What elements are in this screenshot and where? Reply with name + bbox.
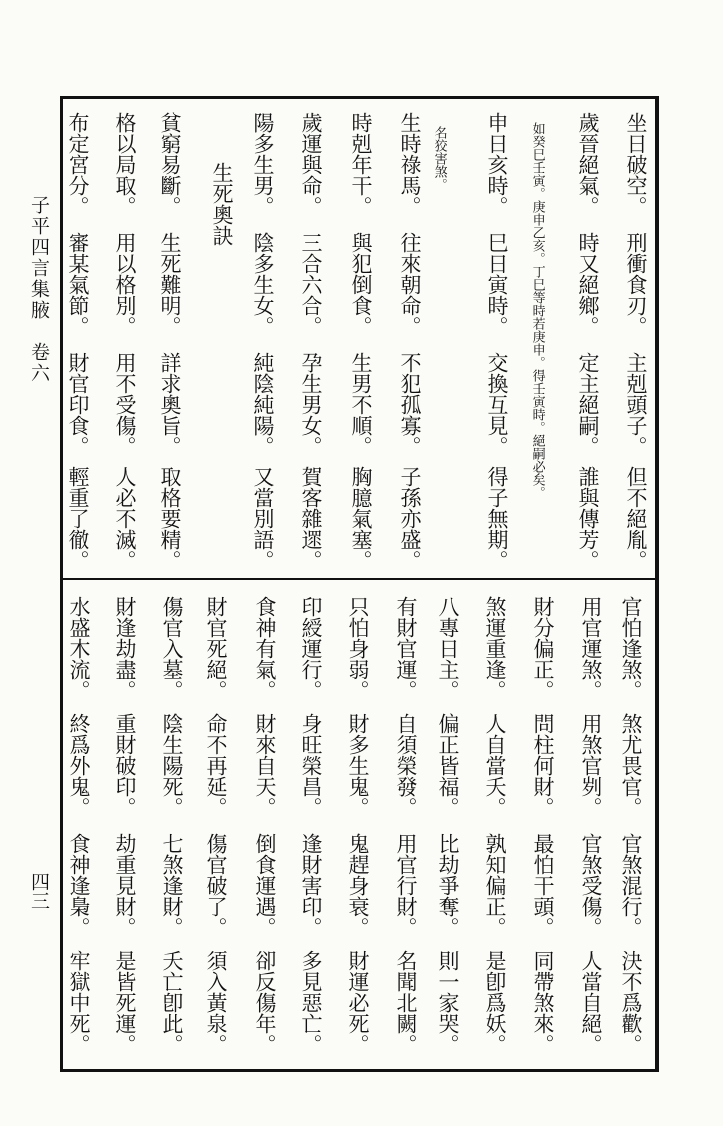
lower-clause: 是皆死運。 bbox=[113, 950, 137, 1055]
lower-clause: 夭亡卽此。 bbox=[160, 950, 184, 1055]
upper-clause: 又當別語。 bbox=[251, 466, 275, 571]
upper-clause: 坐日破空。 bbox=[624, 112, 648, 217]
upper-clause: 誰與傳芳。 bbox=[576, 466, 600, 571]
lower-clause: 財來自天。 bbox=[253, 713, 277, 818]
lower-clause: 官煞受傷。 bbox=[579, 833, 603, 938]
lower-clause: 印綬運行。 bbox=[299, 596, 323, 701]
note-b-line-2: 煞。 bbox=[431, 165, 447, 191]
lower-clause: 決不爲歡。 bbox=[619, 950, 643, 1055]
section-heading: 生死奧訣 bbox=[210, 162, 234, 246]
lower-clause: 七煞逢財。 bbox=[160, 833, 184, 938]
upper-clause: 與犯倒食。 bbox=[349, 232, 373, 337]
lower-clause: 用官運煞。 bbox=[579, 596, 603, 701]
upper-clause: 刑衝食刃。 bbox=[624, 232, 648, 337]
upper-clause: 胸臆氣塞。 bbox=[349, 466, 373, 571]
lower-clause: 終爲外鬼。 bbox=[67, 713, 91, 818]
upper-clause: 定主絕嗣。 bbox=[576, 352, 600, 457]
lower-clause: 牢獄中死。 bbox=[67, 950, 91, 1055]
upper-clause: 賀客雜遝。 bbox=[299, 466, 323, 571]
lower-clause: 是卽爲妖。 bbox=[483, 950, 507, 1055]
upper-clause: 主剋頭子。 bbox=[624, 352, 648, 457]
lower-clause: 用官行財。 bbox=[394, 833, 418, 938]
lower-clause: 重財破印。 bbox=[113, 713, 137, 818]
upper-clause: 歲晉絕氣。 bbox=[576, 112, 600, 217]
upper-clause: 取格要精。 bbox=[158, 466, 182, 571]
lower-clause: 逢財害印。 bbox=[299, 833, 323, 938]
lower-clause: 名聞北闕。 bbox=[394, 950, 418, 1055]
upper-clause: 子孫亦盛。 bbox=[398, 466, 422, 571]
upper-clause: 不犯孤寡。 bbox=[398, 352, 422, 457]
lower-clause: 財運必死。 bbox=[346, 950, 370, 1055]
upper-clause: 生男不順。 bbox=[349, 352, 373, 457]
section-divider bbox=[60, 578, 659, 580]
lower-clause: 水盛木流。 bbox=[67, 596, 91, 701]
upper-clause: 用以格別。 bbox=[113, 232, 137, 337]
book-title-margin bbox=[26, 195, 53, 384]
lower-clause: 須入黃泉。 bbox=[204, 950, 228, 1055]
lower-clause: 偏正皆福。 bbox=[436, 713, 460, 818]
upper-clause: 三合六合。 bbox=[299, 232, 323, 337]
lower-clause: 有財官運。 bbox=[394, 596, 418, 701]
lower-clause: 鬼趕身衰。 bbox=[346, 833, 370, 938]
upper-clause: 詳求奧旨。 bbox=[158, 352, 182, 457]
lower-clause: 身旺榮昌。 bbox=[299, 713, 323, 818]
lower-clause: 則一家哭。 bbox=[436, 950, 460, 1055]
upper-clause: 生時祿馬。 bbox=[398, 112, 422, 217]
lower-clause: 官煞混行。 bbox=[619, 833, 643, 938]
lower-clause: 多見惡亡。 bbox=[299, 950, 323, 1055]
lower-clause: 財分偏正。 bbox=[531, 596, 555, 701]
upper-clause: 往來朝命。 bbox=[398, 232, 422, 337]
lower-clause: 人自當夭。 bbox=[483, 713, 507, 818]
lower-clause: 最怕干頭。 bbox=[531, 833, 555, 938]
frame-inner-rule bbox=[655, 96, 657, 1072]
lower-clause: 官怕逢煞。 bbox=[619, 596, 643, 701]
page-number: 四三 bbox=[28, 872, 50, 910]
volume-label: 卷六 bbox=[28, 342, 50, 384]
lower-clause: 自須榮發。 bbox=[394, 713, 418, 818]
upper-clause: 用不受傷。 bbox=[113, 352, 137, 457]
lower-clause: 煞尤畏官。 bbox=[619, 713, 643, 818]
upper-clause: 純陰純陽。 bbox=[251, 352, 275, 457]
upper-clause: 孕生男女。 bbox=[299, 352, 323, 457]
upper-clause: 時剋年干。 bbox=[349, 112, 373, 217]
upper-clause: 人必不滅。 bbox=[113, 466, 137, 571]
lower-clause: 傷官入墓。 bbox=[160, 596, 184, 701]
lower-clause: 財逢劫盡。 bbox=[113, 596, 137, 701]
lower-clause: 財多生鬼。 bbox=[346, 713, 370, 818]
lower-clause: 食神逢梟。 bbox=[67, 833, 91, 938]
upper-clause: 布定宮分。 bbox=[66, 112, 90, 217]
upper-clause: 審某氣節。 bbox=[66, 232, 90, 337]
lower-clause: 傷官破了。 bbox=[204, 833, 228, 938]
lower-clause: 煞運重逢。 bbox=[483, 596, 507, 701]
lower-clause: 劫重見財。 bbox=[113, 833, 137, 938]
lower-clause: 問柱何財。 bbox=[531, 713, 555, 818]
lower-clause: 同帶煞來。 bbox=[531, 950, 555, 1055]
upper-clause: 輕重了徹。 bbox=[66, 466, 90, 571]
lower-clause: 命不再延。 bbox=[204, 713, 228, 818]
note-a bbox=[530, 122, 544, 499]
upper-clause: 歲運與命。 bbox=[299, 112, 323, 217]
note-a-line-1: 如癸巳壬寅。庚申乙亥。丁巳等時 bbox=[529, 122, 545, 317]
lower-clause: 比劫爭奪。 bbox=[436, 833, 460, 938]
lower-clause: 倒食運遇。 bbox=[253, 833, 277, 938]
lower-clause: 卻反傷年。 bbox=[253, 950, 277, 1055]
upper-clause: 但不絕胤。 bbox=[624, 466, 648, 571]
note-b bbox=[432, 126, 446, 191]
upper-clause: 陽多生男。 bbox=[251, 112, 275, 217]
lower-clause: 八專日主。 bbox=[436, 596, 460, 701]
lower-clause: 用煞官刿。 bbox=[579, 713, 603, 818]
note-b-line-1: 名狡害 bbox=[431, 126, 447, 165]
upper-clause: 交換互見。 bbox=[485, 352, 509, 457]
upper-clause: 貧窮易斷。 bbox=[158, 112, 182, 217]
lower-clause: 只怕身弱。 bbox=[346, 596, 370, 701]
lower-clause: 人當自絕。 bbox=[579, 950, 603, 1055]
book-title: 子平四言集腋 bbox=[28, 195, 50, 321]
upper-clause: 陰多生女。 bbox=[251, 232, 275, 337]
upper-clause: 財官印食。 bbox=[66, 352, 90, 457]
upper-clause: 巳日寅時。 bbox=[485, 232, 509, 337]
upper-clause: 得子無期。 bbox=[485, 466, 509, 571]
lower-clause: 食神有氣。 bbox=[253, 596, 277, 701]
upper-clause: 生死難明。 bbox=[158, 232, 182, 337]
lower-clause: 陰生陽死。 bbox=[160, 713, 184, 818]
lower-clause: 孰知偏正。 bbox=[483, 833, 507, 938]
upper-clause: 申日亥時。 bbox=[485, 112, 509, 217]
lower-clause: 財官死絕。 bbox=[204, 596, 228, 701]
upper-clause: 時又絕鄉。 bbox=[576, 232, 600, 337]
note-a-line-2: 若庚申。得壬寅時。絕嗣必矣。 bbox=[529, 317, 545, 499]
upper-clause: 格以局取。 bbox=[113, 112, 137, 217]
